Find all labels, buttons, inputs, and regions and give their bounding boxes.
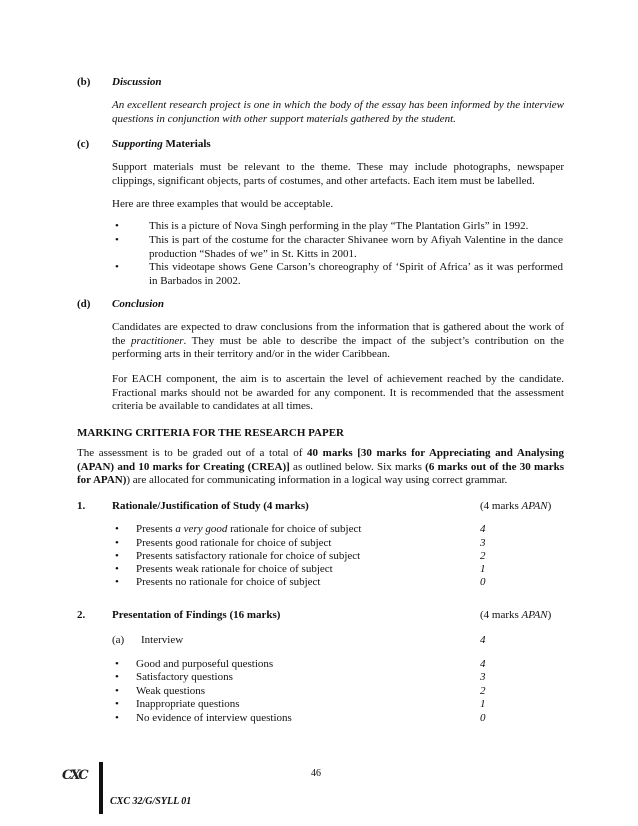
criterion-text: Presents satisfactory rationale for choice of subject (136, 550, 361, 562)
criterion-2-marks (480, 609, 551, 621)
criterion-text: No evidence of interview questions (136, 712, 292, 724)
table-row (112, 576, 532, 589)
section-b-paragraph: An excellent research project is one in which the body of the essay has been informed by the interview questions in conjunction with other support materials gathered by the student. (112, 99, 564, 125)
section-c-title-italic: Supporting (112, 138, 163, 150)
section-c-paragraph-2: Here are three examples that would be acceptable. (112, 198, 334, 210)
intro-bold: 40 marks [30 marks for Appreciating and Analysing (APAN) and 10 marks for Creating (CREA)] (77, 447, 564, 473)
table-row (112, 712, 532, 725)
criterion-text-part: rationale for choice of subject (227, 523, 362, 535)
bullet-icon: • (115, 220, 119, 232)
intro-bold: (6 marks out of the 30 marks for APAN) (77, 460, 564, 486)
bullet-icon: • (115, 234, 119, 246)
syllabus-code: CXC 32/G/SYLL 01 (110, 796, 192, 807)
bullet-icon: • (115, 576, 119, 588)
criterion-2-title: Presentation of Findings (16 marks) (112, 609, 281, 621)
section-b-letter: (b) (77, 76, 91, 88)
bullet-icon: • (115, 550, 119, 562)
criterion-text (136, 523, 361, 536)
table-row (112, 671, 532, 684)
section-d-italic: practitioner (130, 334, 184, 347)
marks-text: (4 marks (480, 609, 522, 621)
list-item-text: This is part of the costume for the character Shivanee worn by Afiyah Valentine in the dance production “Shades of we” in St. Kitts in 2001. (149, 234, 563, 260)
section-c-letter: (c) (77, 138, 90, 150)
bullet-icon: • (115, 685, 119, 697)
criterion-text: Good and purposeful questions (136, 658, 274, 670)
table-row (112, 550, 532, 563)
bullet-icon: • (115, 712, 119, 724)
bullet-icon: • (115, 261, 119, 273)
section-d-paragraph-1 (112, 321, 564, 362)
table-row (112, 658, 532, 671)
criterion-mark: 1 (480, 698, 486, 710)
criterion-mark: 4 (480, 658, 486, 670)
section-c-title-rest: Materials (165, 138, 211, 150)
list-item-text: This is a picture of Nova Singh performing in the play “The Plantation Girls” in 1992. (149, 220, 529, 232)
page-number: 46 (311, 768, 321, 779)
section-d-text: . They must be able to describe the impact of the subject’s contribution on the performing arts in their territory and/or in the wider Caribbean. (112, 334, 564, 360)
marks-text: ) (547, 500, 552, 512)
table-row (112, 698, 532, 711)
criterion-mark: 3 (480, 671, 486, 683)
criterion-text: Presents weak rationale for choice of subject (136, 563, 333, 575)
criterion-text: Inappropriate questions (136, 698, 240, 710)
table-row (112, 685, 532, 698)
list-item-text: This videotape shows Gene Carson’s choreography of ‘Spirit of Africa’ as it was performed in Barbados in 2002. (149, 261, 563, 287)
footer-divider (99, 762, 103, 814)
section-d-letter: (d) (77, 298, 91, 310)
criterion-text-italic: a very good (175, 523, 228, 535)
criterion-text: Presents good rationale for choice of subject (136, 537, 332, 549)
marks-text: (4 marks (480, 500, 522, 512)
marks-text: ) (547, 609, 552, 621)
criterion-1-title: Rationale/Justification of Study (4 marks) (112, 500, 309, 512)
bullet-icon: • (115, 523, 119, 535)
criterion-mark: 3 (480, 537, 486, 549)
table-row (112, 523, 532, 536)
intro-text: ) are allocated for communicating information in a logical way using correct grammar. (126, 474, 508, 486)
criterion-mark: 2 (480, 685, 486, 697)
bullet-icon: • (115, 537, 119, 549)
subsection-a-letter: (a) (112, 634, 125, 646)
intro-text: as outlined below. Six marks (289, 460, 426, 473)
table-row (112, 563, 532, 576)
section-c-title (112, 138, 211, 150)
criterion-mark: 1 (480, 563, 486, 575)
section-d-title: Conclusion (112, 298, 164, 310)
table-row (112, 537, 532, 550)
bullet-icon: • (115, 658, 119, 670)
intro-text: The assessment is to be graded out of a total of (77, 447, 308, 459)
criterion-text: Satisfactory questions (136, 671, 233, 683)
criterion-mark: 0 (480, 712, 486, 724)
criterion-2-number: 2. (77, 609, 86, 621)
criterion-1-number: 1. (77, 500, 86, 512)
criterion-mark: 0 (480, 576, 486, 588)
section-b-title: Discussion (112, 76, 162, 88)
criterion-text: Weak questions (136, 685, 206, 697)
bullet-icon: • (115, 563, 119, 575)
criterion-1-marks (480, 500, 551, 512)
subsection-a-title: Interview (141, 634, 184, 646)
subsection-a-mark: 4 (480, 634, 486, 646)
section-c-paragraph-1: Support materials must be relevant to the theme. These may include photographs, newspaper clippings, significant objects, parts of costumes, and other artefacts. Each item must be labelled. (112, 161, 564, 187)
marking-intro (77, 447, 564, 488)
criterion-text-part: Presents (136, 523, 176, 535)
marking-heading: MARKING CRITERIA FOR THE RESEARCH PAPER (77, 427, 344, 439)
criterion-mark: 2 (480, 550, 486, 562)
bullet-icon: • (115, 698, 119, 710)
section-d-text: Candidates are expected to draw conclusions from the information that is gathered about the work of the (112, 321, 564, 347)
section-d-paragraph-2: For EACH component, the aim is to ascertain the level of achievement reached by the candidate. Fractional marks should not be awarded for any component. It is recommended that the assessment criteria be available to candidates at all times. (112, 373, 564, 412)
bullet-icon: • (115, 671, 119, 683)
cxc-logo: CXC (62, 768, 87, 783)
marks-italic: APAN (521, 609, 548, 621)
criterion-mark: 4 (480, 523, 486, 535)
criterion-text: Presents no rationale for choice of subject (136, 576, 321, 588)
marks-italic: APAN (521, 500, 548, 512)
